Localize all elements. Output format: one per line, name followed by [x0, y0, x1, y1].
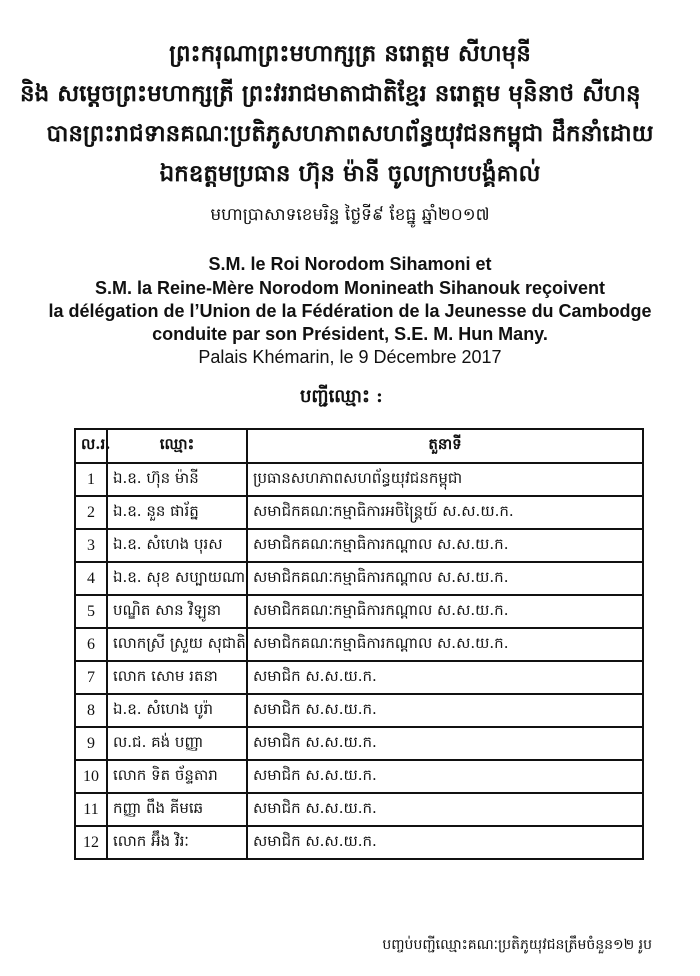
table-row [75, 661, 643, 694]
row-role: សមាជិកគណៈកម្មាធិការអចិន្ត្រៃយ៍ ស.ស.យ.ក. [247, 496, 643, 529]
table-body [75, 463, 643, 859]
row-role: សមាជិកគណៈកម្មាធិការកណ្ដាល ស.ស.យ.ក. [247, 562, 643, 595]
row-number: 10 [75, 760, 107, 793]
table-header-row [75, 429, 643, 463]
row-name: ល.ជ. គង់ បញ្ញា [107, 727, 247, 760]
row-number: 3 [75, 529, 107, 562]
table-row [75, 562, 643, 595]
row-number: 7 [75, 661, 107, 694]
row-name: ឯ.ឧ. សុខ សប្បាយណា [107, 562, 247, 595]
khmer-title-line-3: បានព្រះរាជទានគណៈប្រតិភូសហភាពសហព័ន្ធយុវជនកម្ពុជា ដឹកនាំដោយ [46, 120, 654, 147]
row-number: 5 [75, 595, 107, 628]
list-title: បញ្ជីឈ្មោះ : [300, 386, 383, 407]
header-number: ល.រ. [75, 429, 107, 463]
row-role: សមាជិក ស.ស.យ.ក. [247, 661, 643, 694]
row-role: ប្រធានសហភាពសហព័ន្ធយុវជនកម្ពុជា [247, 463, 643, 496]
khmer-title-line-2: និង សម្ដេចព្រះមហាក្សត្រី ព្រះវររាជមាតាជាតិខ្មែរ នរោត្តម មុនិនាថ សីហនុ [20, 80, 641, 107]
row-role: សមាជិកគណៈកម្មាធិការកណ្ដាល ស.ស.យ.ក. [247, 595, 643, 628]
table-row [75, 760, 643, 793]
row-role: សមាជិកគណៈកម្មាធិការកណ្ដាល ស.ស.យ.ក. [247, 529, 643, 562]
footer-note: បញ្ចប់បញ្ជីឈ្មោះគណៈប្រតិភូយុវជនត្រឹមចំនួន១២ រូប [382, 937, 652, 953]
row-number: 2 [75, 496, 107, 529]
table-row [75, 529, 643, 562]
row-name: ឯ.ឧ. ហ៊ុន ម៉ានី [107, 463, 247, 496]
khmer-date-line: មហាប្រាសាទខេមរិន្ទ ថ្ងៃទី៩ ខែធ្នូ ឆ្នាំ២០១៧ [210, 205, 490, 225]
french-title-line-2: S.M. la Reine-Mère Norodom Monineath Sihanouk reçoivent [94, 278, 606, 298]
row-number: 1 [75, 463, 107, 496]
row-role: សមាជិក ស.ស.យ.ក. [247, 760, 643, 793]
row-name: ឯ.ឧ. នួន ផារ័ត្ន [107, 496, 247, 529]
row-role: សមាជិក ស.ស.យ.ក. [247, 793, 643, 826]
khmer-title-line-1: ព្រះករុណាព្រះមហាក្សត្រ នរោត្តម សីហមុនី [169, 40, 531, 67]
french-date-line: Palais Khémarin, le 9 Décembre 2017 [198, 347, 502, 367]
row-role: សមាជិកគណៈកម្មាធិការកណ្ដាល ស.ស.យ.ក. [247, 628, 643, 661]
row-number: 8 [75, 694, 107, 727]
row-name: ឯ.ឧ. សំហេង បុរស [107, 529, 247, 562]
row-name: បណ្ឌិត សាន វិឡូនា [107, 595, 247, 628]
row-name: កញ្ញា ពឹង គីមឆេ [107, 793, 247, 826]
row-role: សមាជិក ស.ស.យ.ក. [247, 694, 643, 727]
french-title-line-4: conduite par son Président, S.E. M. Hun Many. [152, 324, 548, 344]
row-name: លោក អ៊ឹង វិរៈ [107, 826, 247, 859]
row-role: សមាជិក ស.ស.យ.ក. [247, 826, 643, 859]
row-number: 9 [75, 727, 107, 760]
header-role: តួនាទី [247, 429, 643, 463]
row-number: 12 [75, 826, 107, 859]
french-title-line-1: S.M. le Roi Norodom Sihamoni et [208, 254, 492, 274]
row-number: 11 [75, 793, 107, 826]
table-row [75, 694, 643, 727]
table-row [75, 628, 643, 661]
row-name: លោក សោម រតនា [107, 661, 247, 694]
table-row [75, 463, 643, 496]
table-row [75, 793, 643, 826]
row-name: លោកស្រី ស្រួយ សុជាតិ [107, 628, 247, 661]
table-row [75, 826, 643, 859]
row-name: លោក ទិត ច័ន្ទតារា [107, 760, 247, 793]
row-role: សមាជិក ស.ស.យ.ក. [247, 727, 643, 760]
french-title-line-3: la délégation de l’Union de la Fédération de la Jeunesse du Cambodge [48, 301, 652, 321]
delegation-table [74, 428, 644, 860]
row-name: ឯ.ឧ. សំហេង បូរ៉ា [107, 694, 247, 727]
row-number: 4 [75, 562, 107, 595]
table-row [75, 496, 643, 529]
header-name: ឈ្មោះ [107, 429, 247, 463]
table-row [75, 595, 643, 628]
row-number: 6 [75, 628, 107, 661]
table-row [75, 727, 643, 760]
khmer-title-line-4: ឯកឧត្តមប្រធាន ហ៊ុន ម៉ានី ចូលក្រាបបង្គំគាល់ [159, 160, 541, 187]
